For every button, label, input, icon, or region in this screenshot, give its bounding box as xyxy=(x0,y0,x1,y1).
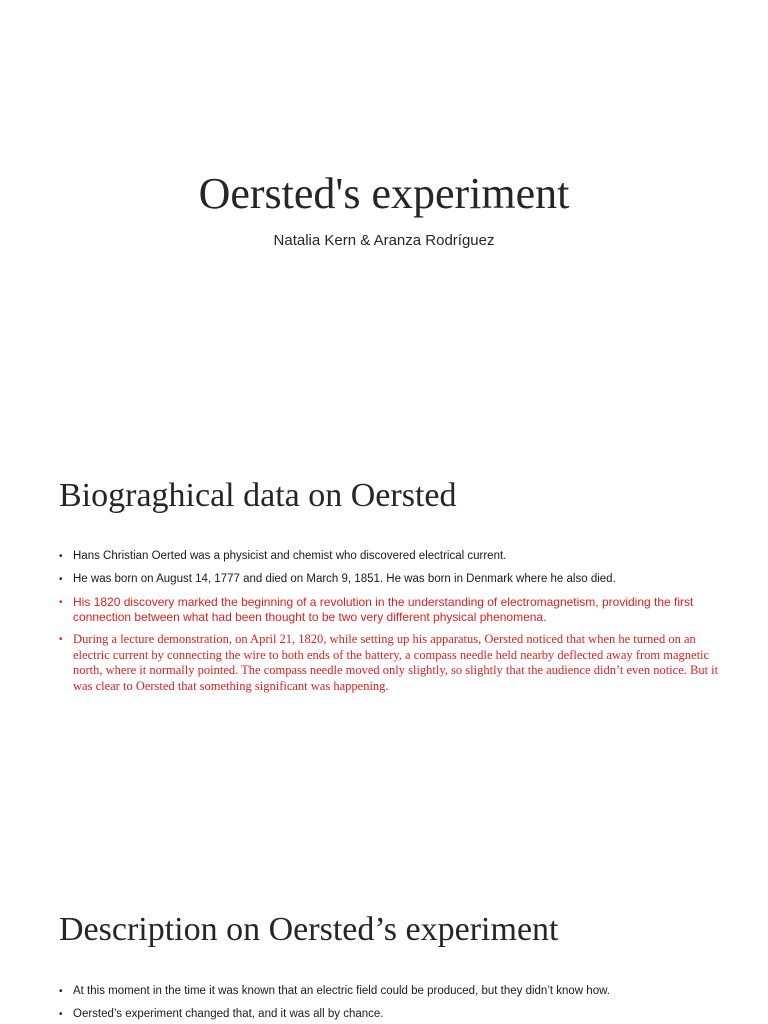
experiment-bullet-list xyxy=(59,984,719,1024)
bullet-dot: • xyxy=(59,597,63,608)
presentation-title: Oersted's experiment xyxy=(198,169,570,218)
bullet-dot: • xyxy=(59,551,63,562)
bullet-dot: • xyxy=(59,634,63,645)
list-item xyxy=(59,595,719,625)
bullet-text: At this moment in the time it was known that an electric field could be produced, but they didn’t know how. xyxy=(73,985,610,997)
list-item xyxy=(59,632,719,694)
bullet-text: During a lecture demonstration, on April 21, 1820, while setting up his apparatus, Oersted noticed that when he turned on an electric current by connecting the wire to both ends of the battery, a compass needle held nearby deflected away from magnetic north, where it normally pointed. The compass needle moved only slightly, so slightly that the audience didn’t even notice. But it was clear to Oersted that something significant was happening. xyxy=(73,632,719,693)
list-item xyxy=(59,984,719,999)
bullet-text: He was born on August 14, 1777 and died on March 9, 1851. He was born in Denmark where he also died. xyxy=(73,573,616,585)
presentation-authors: Natalia Kern & Aranza Rodríguez xyxy=(273,232,495,249)
experiment-heading: Description on Oersted’s experiment xyxy=(59,911,559,948)
slide-divider xyxy=(0,384,768,385)
list-item xyxy=(59,1007,719,1022)
list-item xyxy=(59,572,719,587)
biography-heading: Biograghical data on Oersted xyxy=(59,477,457,514)
bullet-dot: • xyxy=(59,986,63,997)
bullet-dot: • xyxy=(59,1009,63,1020)
bullet-text: Hans Christian Oerted was a physicist and chemist who discovered electrical current. xyxy=(73,550,507,562)
biography-bullet-list xyxy=(59,549,719,702)
slide-divider xyxy=(0,800,768,801)
list-item xyxy=(59,549,719,564)
bullet-dot: • xyxy=(59,574,63,585)
bullet-text: Oersted’s experiment changed that, and it was all by chance. xyxy=(73,1008,384,1020)
bullet-text: His 1820 discovery marked the beginning of a revolution in the understanding of electromagnetism, providing the first connection between what had been thought to be two very different physical phenomena. xyxy=(73,595,694,624)
